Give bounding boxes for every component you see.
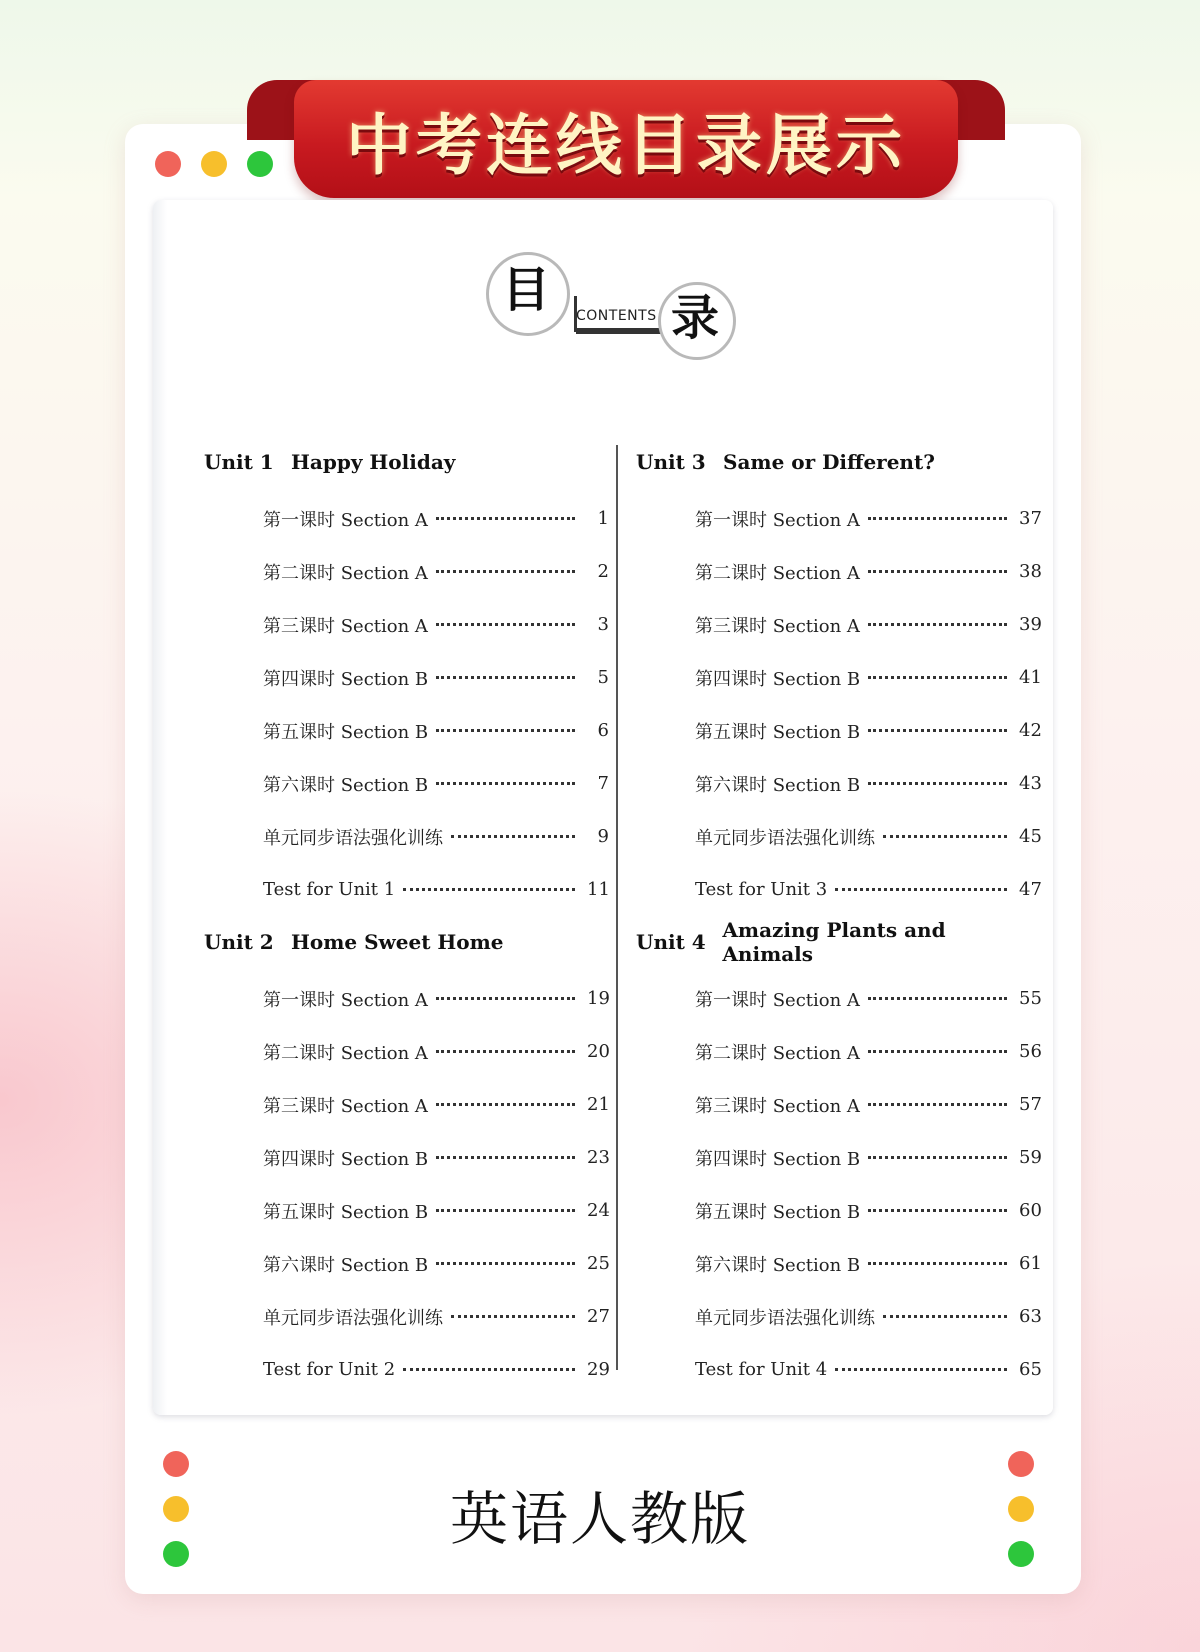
toc-entry-label: 第二课时 Section A <box>695 1042 860 1064</box>
toc-entry[interactable] <box>636 1290 1041 1343</box>
toc-entry-page: 43 <box>1019 773 1042 794</box>
toc-entry[interactable] <box>636 810 1041 863</box>
banner-title: 中考连线目录展示 <box>346 106 906 184</box>
toc-entry-page: 25 <box>587 1253 610 1274</box>
green-dot-icon <box>247 151 273 177</box>
toc-entry-label: Test for Unit 2 <box>263 1359 396 1380</box>
toc-entry[interactable] <box>204 651 609 704</box>
contents-page <box>153 200 1053 1415</box>
dot-leader <box>436 1209 575 1212</box>
dot-leader <box>868 782 1007 785</box>
toc-entry[interactable] <box>636 704 1041 757</box>
dot-leader <box>868 623 1007 626</box>
toc-entry[interactable] <box>636 545 1041 598</box>
toc-entry-page: 39 <box>1019 614 1042 635</box>
toc-entry-label: 第一课时 Section A <box>263 509 428 531</box>
toc-entry-label: 第二课时 Section A <box>263 562 428 584</box>
toc-entry-page: 37 <box>1019 508 1042 529</box>
dot-leader <box>868 729 1007 732</box>
dot-leader <box>868 1156 1007 1159</box>
dot-leader <box>436 570 575 573</box>
toc-entry[interactable] <box>636 863 1041 916</box>
unit-title: Home Sweet Home <box>291 930 504 954</box>
toc-entry-label: Test for Unit 3 <box>695 879 828 900</box>
toc-entry[interactable] <box>204 1025 609 1078</box>
toc-entry-label: 第四课时 Section B <box>263 668 429 690</box>
toc-entry-page: 65 <box>1019 1359 1042 1380</box>
logo-english: CONTENTS <box>576 308 657 324</box>
toc-entry[interactable] <box>204 972 609 1025</box>
toc-entry-page: 45 <box>1019 826 1042 847</box>
toc-entry-label: 第四课时 Section B <box>695 668 861 690</box>
toc-entry[interactable] <box>204 545 609 598</box>
toc-entry-page: 41 <box>1019 667 1042 688</box>
toc-entry-page: 20 <box>587 1041 610 1062</box>
toc-entry-label: 单元同步语法强化训练 <box>695 827 875 849</box>
toc-entry-page: 11 <box>587 879 610 900</box>
unit-heading <box>204 920 609 964</box>
toc-entry[interactable] <box>204 810 609 863</box>
toc-entry-page: 1 <box>597 508 609 529</box>
unit-heading <box>636 920 1041 964</box>
toc-entry-page: 38 <box>1019 561 1042 582</box>
toc-entry-label: 第三课时 Section A <box>263 615 428 637</box>
toc-entry[interactable] <box>636 492 1041 545</box>
toc-entry[interactable] <box>204 1184 609 1237</box>
unit-number: Unit 2 <box>204 930 274 954</box>
toc-entry[interactable] <box>204 704 609 757</box>
toc-entry[interactable] <box>204 1237 609 1290</box>
toc-entry[interactable] <box>636 972 1041 1025</box>
toc-entry-label: 第三课时 Section A <box>695 1095 860 1117</box>
toc-entry[interactable] <box>204 1343 609 1396</box>
dot-leader <box>868 997 1007 1000</box>
dot-leader <box>868 517 1007 520</box>
dot-leader <box>868 1262 1007 1265</box>
dot-leader <box>436 1156 575 1159</box>
toc-entry-label: 第四课时 Section B <box>695 1148 861 1170</box>
unit-title: Amazing Plants and Animals <box>722 918 946 966</box>
dot-leader <box>868 1103 1007 1106</box>
dot-leader <box>436 997 575 1000</box>
dot-leader <box>436 729 575 732</box>
toc-entry-page: 60 <box>1019 1200 1042 1221</box>
unit-heading <box>636 440 1041 484</box>
dot-leader <box>883 1315 1007 1318</box>
toc-entry-label: 第四课时 Section B <box>263 1148 429 1170</box>
toc-entry[interactable] <box>204 757 609 810</box>
toc-entry[interactable] <box>204 1290 609 1343</box>
unit-title: Happy Holiday <box>291 450 456 474</box>
toc-entry[interactable] <box>636 598 1041 651</box>
toc-entry-page: 6 <box>597 720 609 741</box>
dot-leader <box>403 888 575 891</box>
toc-entry-label: 第六课时 Section B <box>695 774 861 796</box>
banner <box>294 80 958 198</box>
unit-number: Unit 3 <box>636 450 706 474</box>
toc-entry-page: 21 <box>587 1094 610 1115</box>
toc-entry-page: 9 <box>597 826 609 847</box>
dot-leader <box>403 1368 575 1371</box>
toc-entry-page: 29 <box>587 1359 610 1380</box>
dot-leader <box>868 1209 1007 1212</box>
toc-entry-label: 第一课时 Section A <box>695 509 860 531</box>
red-dot-icon <box>155 151 181 177</box>
toc-entry[interactable] <box>204 1078 609 1131</box>
unit-number: Unit 4 <box>636 930 706 954</box>
unit-block <box>636 920 1041 1396</box>
toc-entry-page: 19 <box>587 988 610 1009</box>
dot-leader <box>451 835 575 838</box>
toc-entry[interactable] <box>636 757 1041 810</box>
logo-char-right: 录 <box>671 290 720 346</box>
toc-entry-page: 23 <box>587 1147 610 1168</box>
toc-entry[interactable] <box>636 1131 1041 1184</box>
toc-entry-label: 单元同步语法强化训练 <box>695 1307 875 1329</box>
yellow-dot-icon <box>201 151 227 177</box>
toc-entry[interactable] <box>204 598 609 651</box>
toc-entry-label: 第六课时 Section B <box>263 774 429 796</box>
dot-leader <box>451 1315 575 1318</box>
toc-entry-label: 第五课时 Section B <box>695 1201 861 1223</box>
toc-entry[interactable] <box>636 1025 1041 1078</box>
dot-leader <box>436 1050 575 1053</box>
toc-entry[interactable] <box>636 651 1041 704</box>
toc-entry[interactable] <box>636 1343 1041 1396</box>
dot-leader <box>883 835 1007 838</box>
toc-entry-label: 第二课时 Section A <box>695 562 860 584</box>
logo-bar <box>576 328 671 334</box>
dot-leader <box>436 676 575 679</box>
toc-entry[interactable] <box>636 1078 1041 1131</box>
toc-entry-label: 第五课时 Section B <box>695 721 861 743</box>
toc-entry-page: 55 <box>1019 988 1042 1009</box>
toc-entry-page: 47 <box>1019 879 1042 900</box>
contents-column-left <box>204 440 609 1400</box>
unit-title: Same or Different? <box>723 450 935 474</box>
unit-heading <box>204 440 609 484</box>
logo-char-left: 目 <box>502 262 551 318</box>
toc-entry-label: 第五课时 Section B <box>263 1201 429 1223</box>
toc-entry-label: 第一课时 Section A <box>695 989 860 1011</box>
toc-entry-label: 第三课时 Section A <box>263 1095 428 1117</box>
toc-entry-label: Test for Unit 4 <box>695 1359 828 1380</box>
column-divider <box>616 445 618 1370</box>
dot-leader <box>835 888 1007 891</box>
unit-block <box>204 440 609 916</box>
toc-entry-page: 59 <box>1019 1147 1042 1168</box>
dot-leader <box>868 676 1007 679</box>
toc-entry-label: 第六课时 Section B <box>695 1254 861 1276</box>
dot-leader <box>436 1262 575 1265</box>
dot-leader <box>436 623 575 626</box>
toc-entry-label: 第二课时 Section A <box>263 1042 428 1064</box>
dot-leader <box>436 517 575 520</box>
toc-entry-label: 单元同步语法强化训练 <box>263 1307 443 1329</box>
toc-entry-page: 42 <box>1019 720 1042 741</box>
toc-entry-page: 3 <box>597 614 609 635</box>
toc-entry[interactable] <box>204 492 609 545</box>
toc-entry-page: 56 <box>1019 1041 1042 1062</box>
toc-entry-page: 57 <box>1019 1094 1042 1115</box>
toc-entry-page: 24 <box>587 1200 610 1221</box>
toc-entry[interactable] <box>636 1184 1041 1237</box>
unit-block <box>204 920 609 1396</box>
toc-entry[interactable] <box>204 863 609 916</box>
toc-entry-label: Test for Unit 1 <box>263 879 396 900</box>
toc-entry[interactable] <box>204 1131 609 1184</box>
dot-leader <box>868 570 1007 573</box>
contents-column-right <box>636 440 1041 1400</box>
contents-logo <box>486 252 736 364</box>
unit-number: Unit 1 <box>204 450 274 474</box>
toc-entry-label: 第一课时 Section A <box>263 989 428 1011</box>
toc-entry-page: 27 <box>587 1306 610 1327</box>
toc-entry-page: 61 <box>1019 1253 1042 1274</box>
unit-block <box>636 440 1041 916</box>
toc-entry-label: 第三课时 Section A <box>695 615 860 637</box>
dot-leader <box>835 1368 1007 1371</box>
dot-leader <box>436 782 575 785</box>
toc-entry[interactable] <box>636 1237 1041 1290</box>
toc-entry-page: 5 <box>597 667 609 688</box>
dot-leader <box>436 1103 575 1106</box>
footer-title: 英语人教版 <box>449 1485 750 1553</box>
toc-entry-page: 63 <box>1019 1306 1042 1327</box>
toc-entry-page: 7 <box>597 773 609 794</box>
toc-entry-label: 单元同步语法强化训练 <box>263 827 443 849</box>
toc-entry-label: 第六课时 Section B <box>263 1254 429 1276</box>
dot-leader <box>868 1050 1007 1053</box>
toc-entry-label: 第五课时 Section B <box>263 721 429 743</box>
toc-entry-page: 2 <box>597 561 609 582</box>
